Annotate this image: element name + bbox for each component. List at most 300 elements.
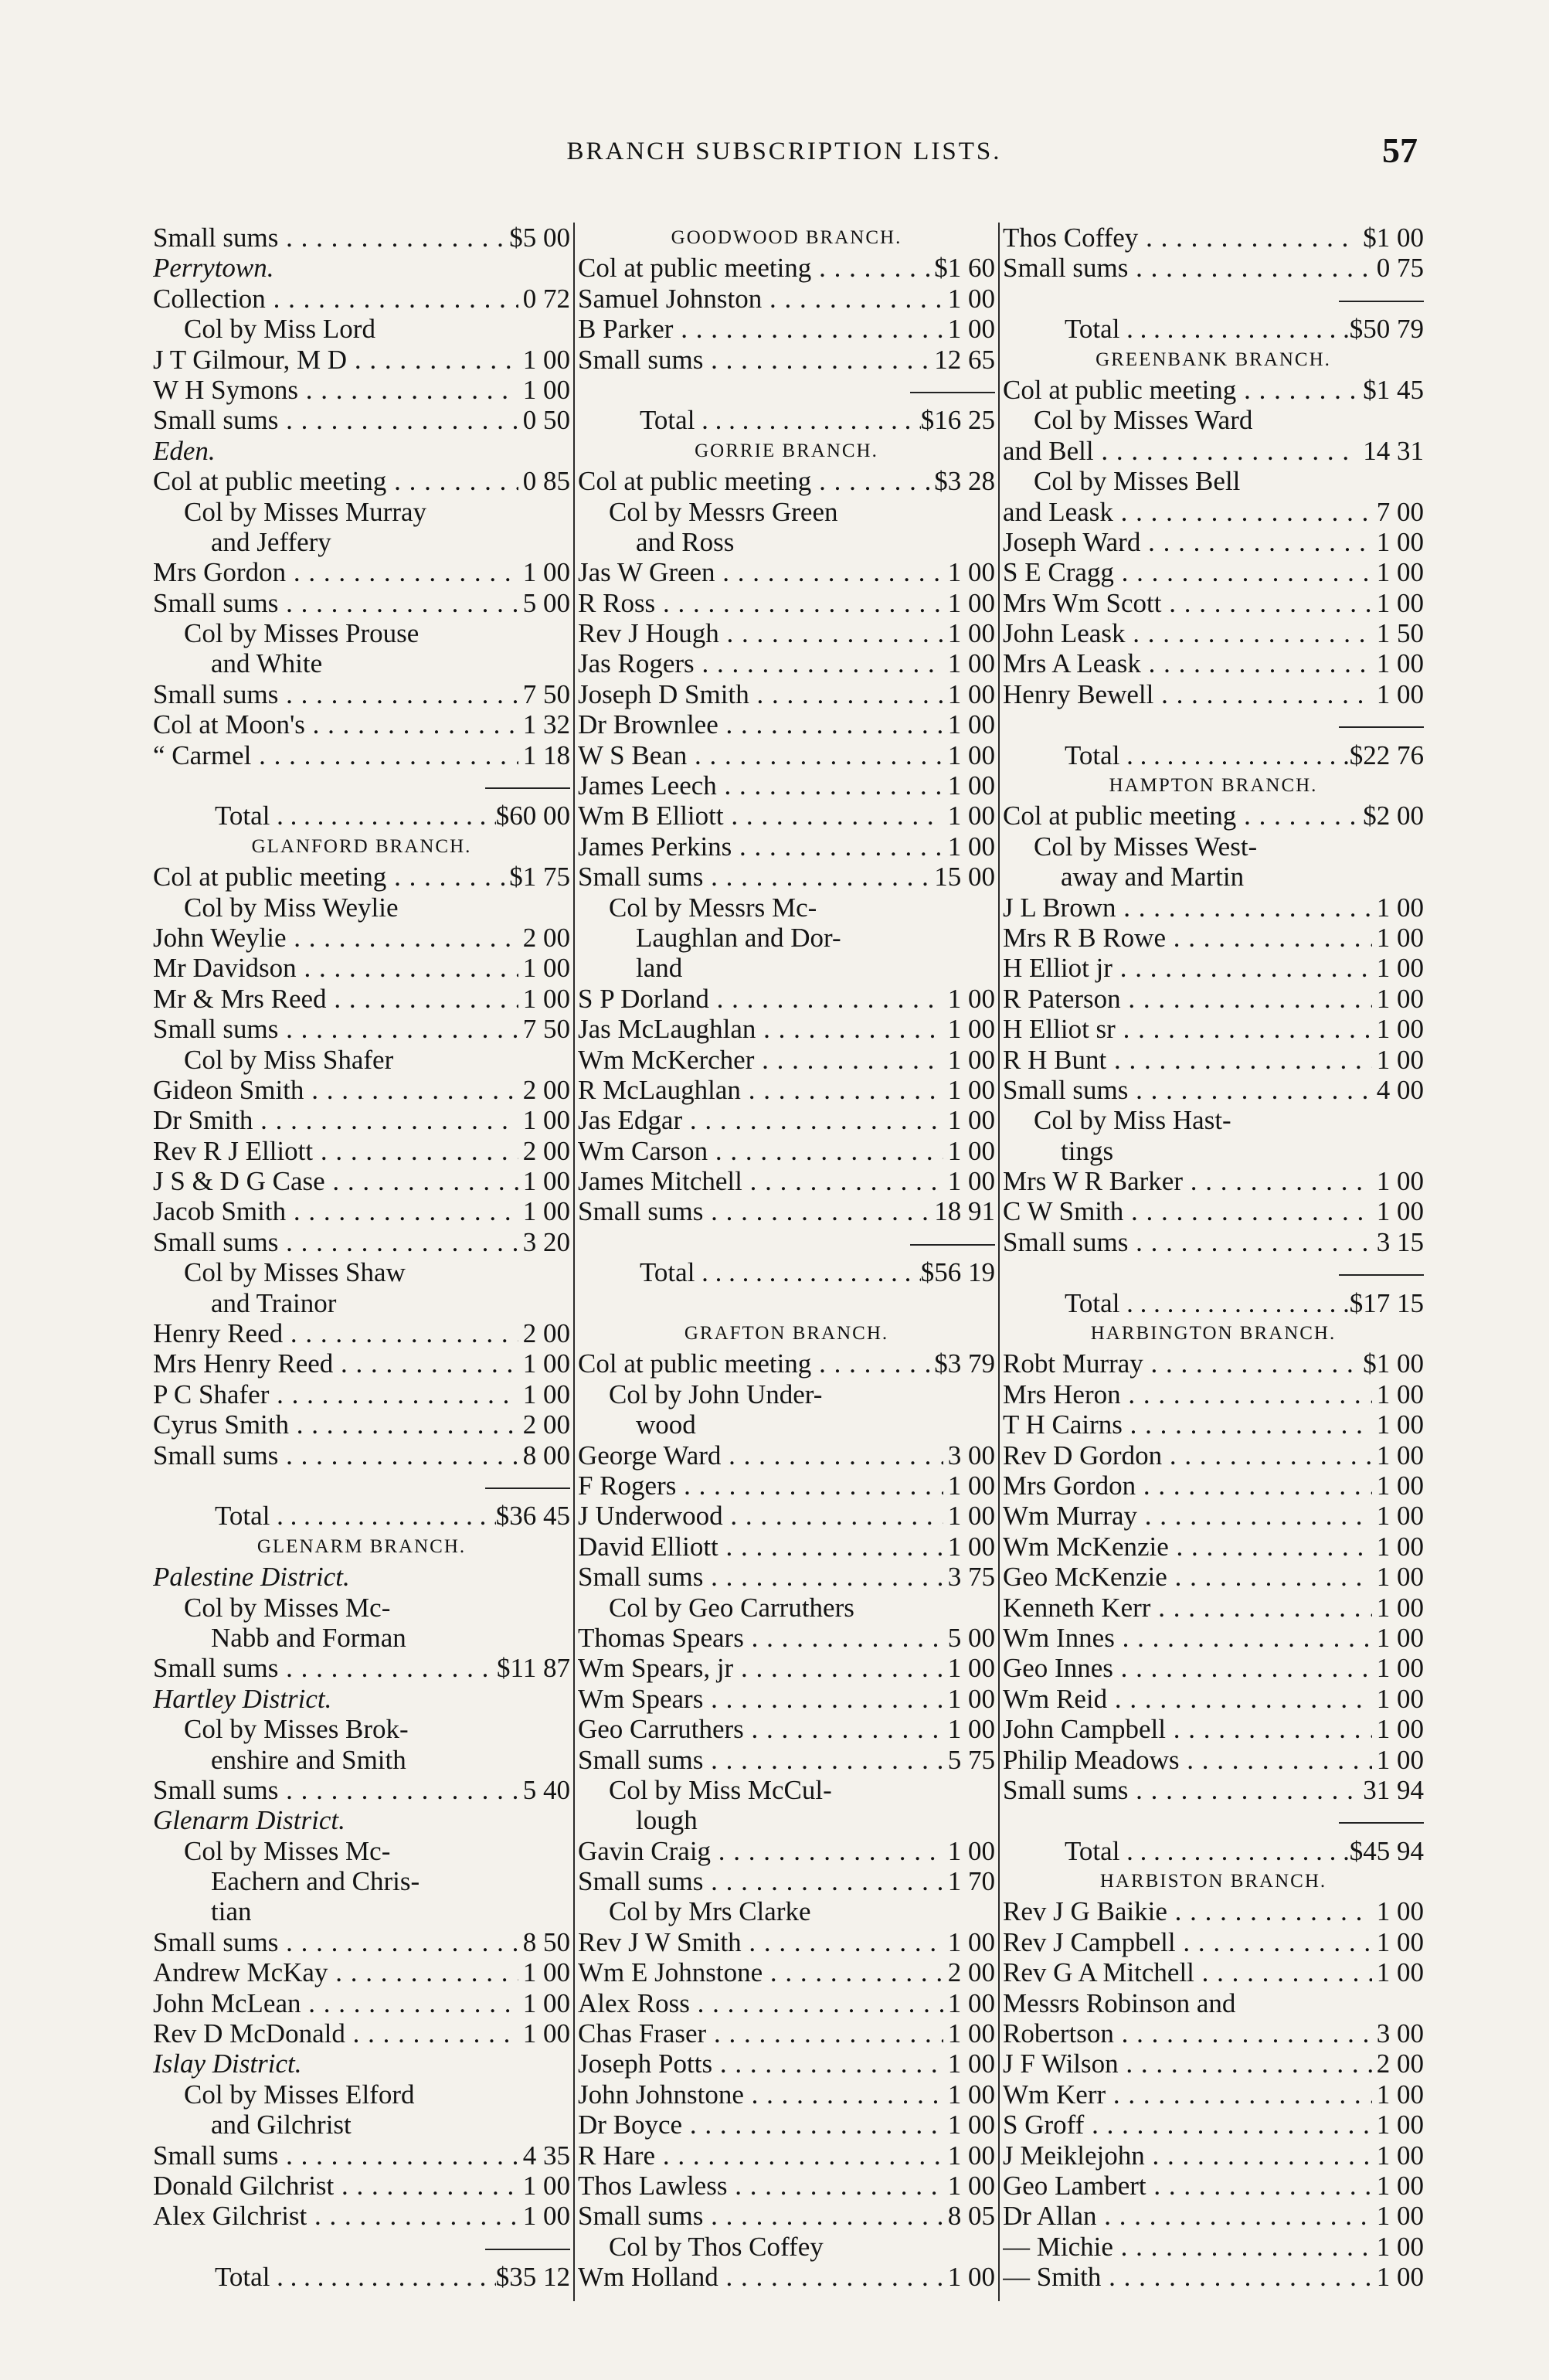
subscription-entry — [1003, 1593, 1424, 1623]
subscriber-name: Wm Reid . . . — [1003, 1684, 1372, 1714]
amount: 2 00 — [522, 1409, 570, 1440]
subscription-entry — [153, 1166, 570, 1196]
subscription-entry — [578, 2079, 995, 2110]
subscriber-name: Wm Spears, jr . . . — [578, 1653, 943, 1683]
subscriber-name: Col at Moon's . . . — [153, 709, 518, 740]
subscription-entry — [1003, 679, 1424, 709]
subscription-entry — [153, 2140, 570, 2171]
amount: 1 00 — [947, 678, 995, 709]
collector-note: Col by Misses West- — [1034, 831, 1258, 862]
amount: $2 00 — [1363, 801, 1424, 831]
sum-rule — [1003, 1805, 1424, 1835]
subscriber-name: Col at public meeting . . . — [1003, 375, 1358, 405]
amount: 1 00 — [947, 1835, 995, 1866]
amount: 1 00 — [947, 1470, 995, 1501]
amount: 1 00 — [1376, 922, 1424, 953]
collector-note-continued: tings — [1061, 1135, 1114, 1166]
collector-note-continued: enshire and Smith — [211, 1744, 406, 1775]
subscriber-name: Geo Carruthers . . . — [578, 1714, 943, 1744]
amount: 1 00 — [947, 1987, 995, 2018]
subscription-entry — [578, 1562, 995, 1592]
collector-note-continued: Nabb and Forman — [211, 1622, 406, 1653]
subscription-entry — [153, 2171, 570, 2201]
subscriber-name: Wm Kerr . . . — [1003, 2079, 1372, 2110]
total-label: Total . . . — [1065, 1836, 1350, 1866]
amount: 1 00 — [1376, 1744, 1424, 1775]
subscriber-name: Small sums . . . — [153, 1440, 518, 1470]
amount: $1 00 — [1363, 223, 1424, 253]
subscriber-name: Wm McKenzie . . . — [1003, 1532, 1372, 1562]
sum-rule — [153, 2232, 570, 2262]
subscriber-name: Rev J Campbell . . . — [1003, 1927, 1372, 1957]
subscription-entry — [153, 1927, 570, 1957]
amount: 1 00 — [1376, 1044, 1424, 1075]
subscriber-name: Alex Gilchrist . . . — [153, 2201, 518, 2231]
subscriber-name: Small sums . . . — [153, 1227, 518, 1257]
subscription-entry — [1003, 1409, 1424, 1440]
subscription-entry — [153, 1197, 570, 1227]
total-label: Total . . . — [1065, 314, 1350, 344]
branch-total — [153, 801, 570, 831]
amount: 1 00 — [947, 2262, 995, 2293]
total-label: Total . . . — [215, 1501, 496, 1531]
subscription-entry — [1003, 1470, 1424, 1501]
subscription-entry — [153, 923, 570, 953]
subscriber-name: Wm McKercher . . . — [578, 1045, 943, 1075]
subscription-entry — [578, 557, 995, 587]
collector-note: Col by Misses Bell — [1034, 466, 1241, 497]
amount: 2 00 — [947, 1957, 995, 1988]
subscription-entry — [578, 1988, 995, 2018]
subscription-entry — [578, 1684, 995, 1714]
amount: 1 00 — [947, 648, 995, 679]
amount: 1 00 — [947, 1714, 995, 1745]
subscription-entry — [578, 1105, 995, 1135]
amount: 1 00 — [1376, 983, 1424, 1014]
subscription-entry — [578, 1470, 995, 1501]
subscriber-name: S Groff . . . — [1003, 2110, 1372, 2140]
subscriber-name: Mrs Heron . . . — [1003, 1379, 1372, 1409]
amount: 1 00 — [947, 2048, 995, 2079]
subscriber-name: Mr Davidson . . . — [153, 953, 518, 983]
amount: 2 00 — [522, 1318, 570, 1349]
amount: 5 75 — [947, 1744, 995, 1775]
subscriber-name: John Leask . . . — [1003, 618, 1372, 648]
subscriber-name: Henry Bewell . . . — [1003, 679, 1372, 709]
subscription-entry — [1003, 375, 1424, 405]
branch-total — [153, 1501, 570, 1531]
subscriber-name: Col at public meeting . . . — [153, 862, 504, 892]
subscriber-name: H Elliot sr . . . — [1003, 1014, 1372, 1044]
amount: 1 00 — [947, 2170, 995, 2201]
amount: 1 00 — [1376, 1196, 1424, 1227]
amount: 1 00 — [947, 1683, 995, 1714]
subscription-entry — [153, 466, 570, 496]
subscription-entry — [153, 709, 570, 740]
subscription-entry — [1003, 1532, 1424, 1562]
subscription-entry — [578, 588, 995, 618]
district-heading: Perrytown. — [153, 253, 274, 284]
subscriber-name: Philip Meadows . . . — [1003, 1745, 1372, 1775]
amount: 4 00 — [1376, 1074, 1424, 1105]
subscription-entry — [578, 740, 995, 770]
subscription-entry — [1003, 984, 1424, 1014]
branch-heading: HARBINGTON BRANCH. — [1090, 1323, 1337, 1345]
subscriber-name: Wm Carson . . . — [578, 1136, 943, 1166]
subscription-entry — [578, 801, 995, 831]
amount: 1 00 — [947, 618, 995, 649]
branch-total — [153, 2262, 570, 2292]
amount: 1 00 — [1376, 1531, 1424, 1562]
subscriber-name: W S Bean . . . — [578, 740, 943, 770]
subscriber-name: J F Wilson . . . — [1003, 2048, 1372, 2079]
subscriber-name: J S & D G Case . . . — [153, 1166, 518, 1196]
subscription-entry — [1003, 2262, 1424, 2292]
amount: 1 00 — [1376, 2231, 1424, 2262]
subscription-entry — [153, 862, 570, 892]
amount: $5 00 — [509, 223, 570, 253]
subscriber-name: Samuel Johnston . . . — [578, 284, 943, 314]
subscriber-name: Rev J G Baikie . . . — [1003, 1896, 1372, 1926]
subscriber-name: J Meiklejohn . . . — [1003, 2140, 1372, 2171]
subscriber-name: John McLean . . . — [153, 1988, 518, 2018]
collector-note-continued: land — [636, 953, 683, 984]
amount: 1 00 — [1376, 1714, 1424, 1745]
total-amount: $50 79 — [1349, 314, 1424, 345]
subscriber-name: Andrew McKay . . . — [153, 1957, 518, 1987]
amount: 1 70 — [947, 1866, 995, 1897]
subscription-entry — [1003, 1775, 1424, 1805]
subscription-entry — [153, 557, 570, 587]
subscriber-name: T H Cairns . . . — [1003, 1409, 1372, 1440]
subscriber-name: Gavin Craig . . . — [578, 1836, 943, 1866]
subscription-entry — [1003, 1957, 1424, 1987]
subscription-entry — [578, 2140, 995, 2171]
column-divider — [998, 223, 1000, 2301]
branch-heading: GLANFORD BRANCH. — [251, 835, 472, 857]
amount: 1 00 — [522, 1987, 570, 2018]
sum-rule — [578, 1227, 995, 1257]
amount: 1 00 — [522, 1348, 570, 1379]
subscription-entry — [153, 375, 570, 405]
subscriber-name: R Ross . . . — [578, 588, 943, 618]
subscriber-name: J Underwood . . . — [578, 1501, 943, 1531]
collector-note: Col by Messrs Mc- — [609, 892, 817, 923]
subscription-entry — [578, 831, 995, 862]
subscriber-name: Small sums . . . — [153, 1653, 492, 1683]
subscription-entry — [1003, 1166, 1424, 1196]
subscription-entry — [153, 1775, 570, 1805]
collector-note-continued: away and Martin — [1061, 862, 1245, 892]
collector-note-continued: and White — [211, 648, 323, 679]
subscription-entry — [578, 284, 995, 314]
amount: 1 00 — [947, 283, 995, 314]
amount: 1 00 — [947, 2018, 995, 2049]
subscription-entry — [578, 1014, 995, 1044]
subscription-entry — [1003, 1562, 1424, 1592]
subscriber-name: John Campbell . . . — [1003, 1714, 1372, 1744]
subscription-entry — [1003, 527, 1424, 557]
subscriber-name: Small sums . . . — [153, 679, 518, 709]
amount: 1 00 — [1376, 1562, 1424, 1593]
subscriber-name: J T Gilmour, M D . . . — [153, 345, 518, 375]
subscriber-name: Rev R J Elliott . . . — [153, 1136, 518, 1166]
collector-note-continued: and Ross — [636, 526, 735, 557]
branch-heading: GLENARM BRANCH. — [256, 1535, 467, 1557]
amount: 1 00 — [1376, 953, 1424, 984]
total-label: Total . . . — [215, 2262, 496, 2292]
subscription-entry — [1003, 1501, 1424, 1531]
subscriber-name: Robertson . . . — [1003, 2018, 1372, 2048]
subscriber-name: “ Carmel . . . — [153, 740, 518, 770]
subscription-entry — [578, 1745, 995, 1775]
subscriber-name: C W Smith . . . — [1003, 1196, 1372, 1226]
total-label: Total . . . — [640, 405, 921, 435]
district-heading: Palestine District. — [153, 1562, 350, 1593]
subscriber-name: and Leask . . . — [1003, 497, 1372, 527]
amount: 3 20 — [522, 1226, 570, 1257]
subscriber-name: Mrs Henry Reed . . . — [153, 1348, 518, 1379]
subscription-entry — [578, 862, 995, 892]
subscriber-name: Joseph Potts . . . — [578, 2048, 943, 2079]
subscriber-name: Small sums . . . — [578, 1562, 943, 1592]
subscription-entry — [578, 1836, 995, 1866]
subscription-entry — [1003, 1075, 1424, 1105]
subscriber-name: Geo Lambert . . . — [1003, 2171, 1372, 2201]
subscriber-name: Thos Lawless . . . — [578, 2171, 943, 2201]
subscriber-name: and Bell . . . — [1003, 436, 1358, 466]
collector-note: Col by Thos Coffey — [609, 2231, 824, 2262]
subscription-entry — [153, 1105, 570, 1135]
amount: 1 00 — [947, 1653, 995, 1684]
amount: 1 00 — [947, 2079, 995, 2110]
amount: 1 00 — [1376, 1470, 1424, 1501]
subscriber-name: Small sums . . . — [578, 1745, 943, 1775]
collector-note: Col by Misses Mc- — [184, 1592, 391, 1623]
amount: 1 00 — [947, 740, 995, 770]
amount: 1 00 — [947, 801, 995, 831]
collector-note-continued: Laughlan and Dor- — [636, 922, 841, 953]
subscriber-name: R Paterson . . . — [1003, 984, 1372, 1014]
collector-note: Col by Misses Brok- — [184, 1714, 409, 1745]
subscription-entry — [1003, 1348, 1424, 1379]
amount: 1 00 — [1376, 2170, 1424, 2201]
subscriber-name: Dr Brownlee . . . — [578, 709, 943, 740]
subscription-entry — [578, 1348, 995, 1379]
subscription-entry — [578, 679, 995, 709]
sum-rule — [1003, 284, 1424, 314]
amount: 5 40 — [522, 1774, 570, 1805]
amount: 5 00 — [522, 587, 570, 618]
subscription-entry — [578, 1653, 995, 1683]
subscriber-name: Small sums . . . — [1003, 253, 1372, 283]
amount: 1 00 — [1376, 2140, 1424, 2171]
amount: 3 00 — [1376, 2018, 1424, 2049]
subscription-entry — [153, 1136, 570, 1166]
amount: 1 00 — [1376, 2262, 1424, 2293]
subscription-entry — [153, 588, 570, 618]
subscriber-name: Jas Rogers . . . — [578, 648, 943, 678]
amount: 1 00 — [1376, 1014, 1424, 1045]
amount: 1 00 — [947, 1105, 995, 1136]
subscription-entry — [578, 1440, 995, 1470]
subscriber-name: — Smith . . . — [1003, 2262, 1372, 2292]
subscriber-name: Wm Spears . . . — [578, 1684, 943, 1714]
collector-note: Col by Misses Murray — [184, 496, 427, 527]
subscription-entry — [1003, 648, 1424, 678]
subscription-entry — [153, 740, 570, 770]
subscriber-name: Cyrus Smith . . . — [153, 1409, 518, 1440]
collector-note: Col by John Under- — [609, 1379, 823, 1409]
amount: 8 50 — [522, 1926, 570, 1957]
subscription-entry — [1003, 253, 1424, 283]
amount: 7 50 — [522, 678, 570, 709]
subscriber-name: Donald Gilchrist . . . — [153, 2171, 518, 2201]
amount: 1 00 — [1376, 648, 1424, 679]
branch-total — [578, 405, 995, 435]
amount: 7 00 — [1376, 496, 1424, 527]
subscriber-name: Rev J W Smith . . . — [578, 1927, 943, 1957]
subscriber-name: R H Bunt . . . — [1003, 1045, 1372, 1075]
subscription-entry — [1003, 1197, 1424, 1227]
amount: 1 00 — [947, 1166, 995, 1197]
sum-rule — [578, 375, 995, 405]
subscriber-name: Thomas Spears . . . — [578, 1623, 943, 1653]
amount: 12 65 — [934, 344, 995, 375]
subscription-entry — [578, 2110, 995, 2140]
subscriber-name: Mrs Gordon . . . — [153, 557, 518, 587]
collector-note-continued: and Jeffery — [211, 526, 331, 557]
subscriber-name: Small sums . . . — [153, 223, 504, 253]
total-label: Total . . . — [1065, 1288, 1350, 1318]
amount: 14 31 — [1363, 435, 1424, 466]
amount: 1 00 — [947, 557, 995, 588]
subscription-entry — [1003, 557, 1424, 587]
subscription-entry — [153, 1014, 570, 1044]
subscription-entry — [578, 1501, 995, 1531]
collector-note: Col by Misses Ward — [1034, 405, 1253, 436]
subscription-entry — [153, 1653, 570, 1683]
amount: 1 00 — [947, 2110, 995, 2140]
subscription-entry — [578, 770, 995, 801]
subscription-entry — [1003, 2079, 1424, 2110]
subscription-entry — [578, 1166, 995, 1196]
subscriber-name: Jacob Smith . . . — [153, 1196, 518, 1226]
amount: 1 00 — [947, 314, 995, 345]
amount: 1 00 — [1376, 1957, 1424, 1988]
subscription-entry — [578, 2171, 995, 2201]
subscriber-name: Mrs Gordon . . . — [1003, 1470, 1372, 1501]
subscriber-name: Messrs Robinson and — [1003, 1987, 1236, 2018]
subscriber-name: S P Dorland . . . — [578, 984, 943, 1014]
subscriber-name: Small sums . . . — [153, 588, 518, 618]
amount: 1 00 — [1376, 1622, 1424, 1653]
subscription-entry — [578, 2018, 995, 2048]
amount: 1 00 — [522, 2170, 570, 2201]
branch-heading: HAMPTON BRANCH. — [1109, 775, 1318, 797]
subscription-entry — [578, 2201, 995, 2231]
sum-rule — [1003, 709, 1424, 740]
subscription-entry — [1003, 1379, 1424, 1409]
amount: 1 00 — [1376, 1653, 1424, 1684]
subscriber-name: Chas Fraser . . . — [578, 2018, 943, 2048]
column-divider — [573, 223, 575, 2301]
subscriber-name: Alex Ross . . . — [578, 1988, 943, 2018]
district-heading: Hartley District. — [153, 1683, 332, 1714]
branch-total — [1003, 740, 1424, 770]
amount: 1 00 — [522, 374, 570, 405]
subscription-entry — [1003, 892, 1424, 923]
subscriber-name: Wm B Elliott . . . — [578, 801, 943, 831]
amount: 3 00 — [947, 1440, 995, 1470]
collector-note-continued: Eachern and Chris- — [211, 1866, 420, 1897]
amount: 1 18 — [522, 740, 570, 770]
amount: 1 00 — [522, 1379, 570, 1409]
amount: $1 00 — [1363, 1348, 1424, 1379]
district-heading: Glenarm District. — [153, 1805, 345, 1836]
subscription-column-1 — [153, 223, 570, 2301]
total-amount: $17 15 — [1349, 1287, 1424, 1318]
amount: 2 00 — [522, 922, 570, 953]
amount: 1 00 — [1376, 1409, 1424, 1440]
subscriber-name: Col at public meeting . . . — [578, 1348, 929, 1379]
subscription-entry — [1003, 1014, 1424, 1044]
amount: 1 00 — [1376, 1683, 1424, 1714]
amount: 0 75 — [1376, 253, 1424, 284]
amount: 1 00 — [947, 1926, 995, 1957]
subscription-entry — [578, 1866, 995, 1896]
subscriber-name: James Leech . . . — [578, 770, 943, 801]
subscription-entry — [578, 1927, 995, 1957]
running-title: BRANCH SUBSCRIPTION LISTS. — [566, 138, 1002, 165]
amount: $3 79 — [934, 1348, 995, 1379]
subscriber-name: Wm E Johnstone . . . — [578, 1957, 943, 1987]
subscription-entry — [1003, 1684, 1424, 1714]
subscription-entry — [1003, 2048, 1424, 2079]
subscriber-name: W H Symons . . . — [153, 375, 518, 405]
subscriber-name: Wm Holland . . . — [578, 2262, 943, 2292]
amount: 1 00 — [1376, 1926, 1424, 1957]
subscriber-name: Geo McKenzie . . . — [1003, 1562, 1372, 1592]
subscription-entry — [578, 314, 995, 344]
subscriber-name: Rev J Hough . . . — [578, 618, 943, 648]
subscription-entry — [153, 1988, 570, 2018]
amount: 8 00 — [522, 1440, 570, 1470]
amount: 1 00 — [1376, 1379, 1424, 1409]
subscription-entry — [578, 253, 995, 283]
subscription-entry — [1003, 2171, 1424, 2201]
subscriber-name: James Mitchell . . . — [578, 1166, 943, 1196]
amount: 1 00 — [1376, 587, 1424, 618]
amount: 1 00 — [522, 1196, 570, 1227]
subscriber-name: J L Brown . . . — [1003, 892, 1372, 923]
subscription-entry — [1003, 2018, 1424, 2048]
subscriber-name: Joseph D Smith . . . — [578, 679, 943, 709]
subscriber-name: Small sums . . . — [1003, 1775, 1358, 1805]
amount: 15 00 — [934, 862, 995, 892]
subscriber-name: Dr Allan . . . — [1003, 2201, 1372, 2231]
subscription-entry — [153, 1348, 570, 1379]
subscription-entry — [578, 1045, 995, 1075]
subscriber-name: Small sums . . . — [153, 1927, 518, 1957]
subscription-column-3 — [1003, 223, 1424, 2301]
sum-rule — [153, 1470, 570, 1501]
amount: 2 00 — [522, 1135, 570, 1166]
subscriber-name: Small sums . . . — [578, 862, 929, 892]
amount: 1 00 — [522, 557, 570, 588]
subscription-entry — [153, 1227, 570, 1257]
amount: 1 00 — [947, 709, 995, 740]
